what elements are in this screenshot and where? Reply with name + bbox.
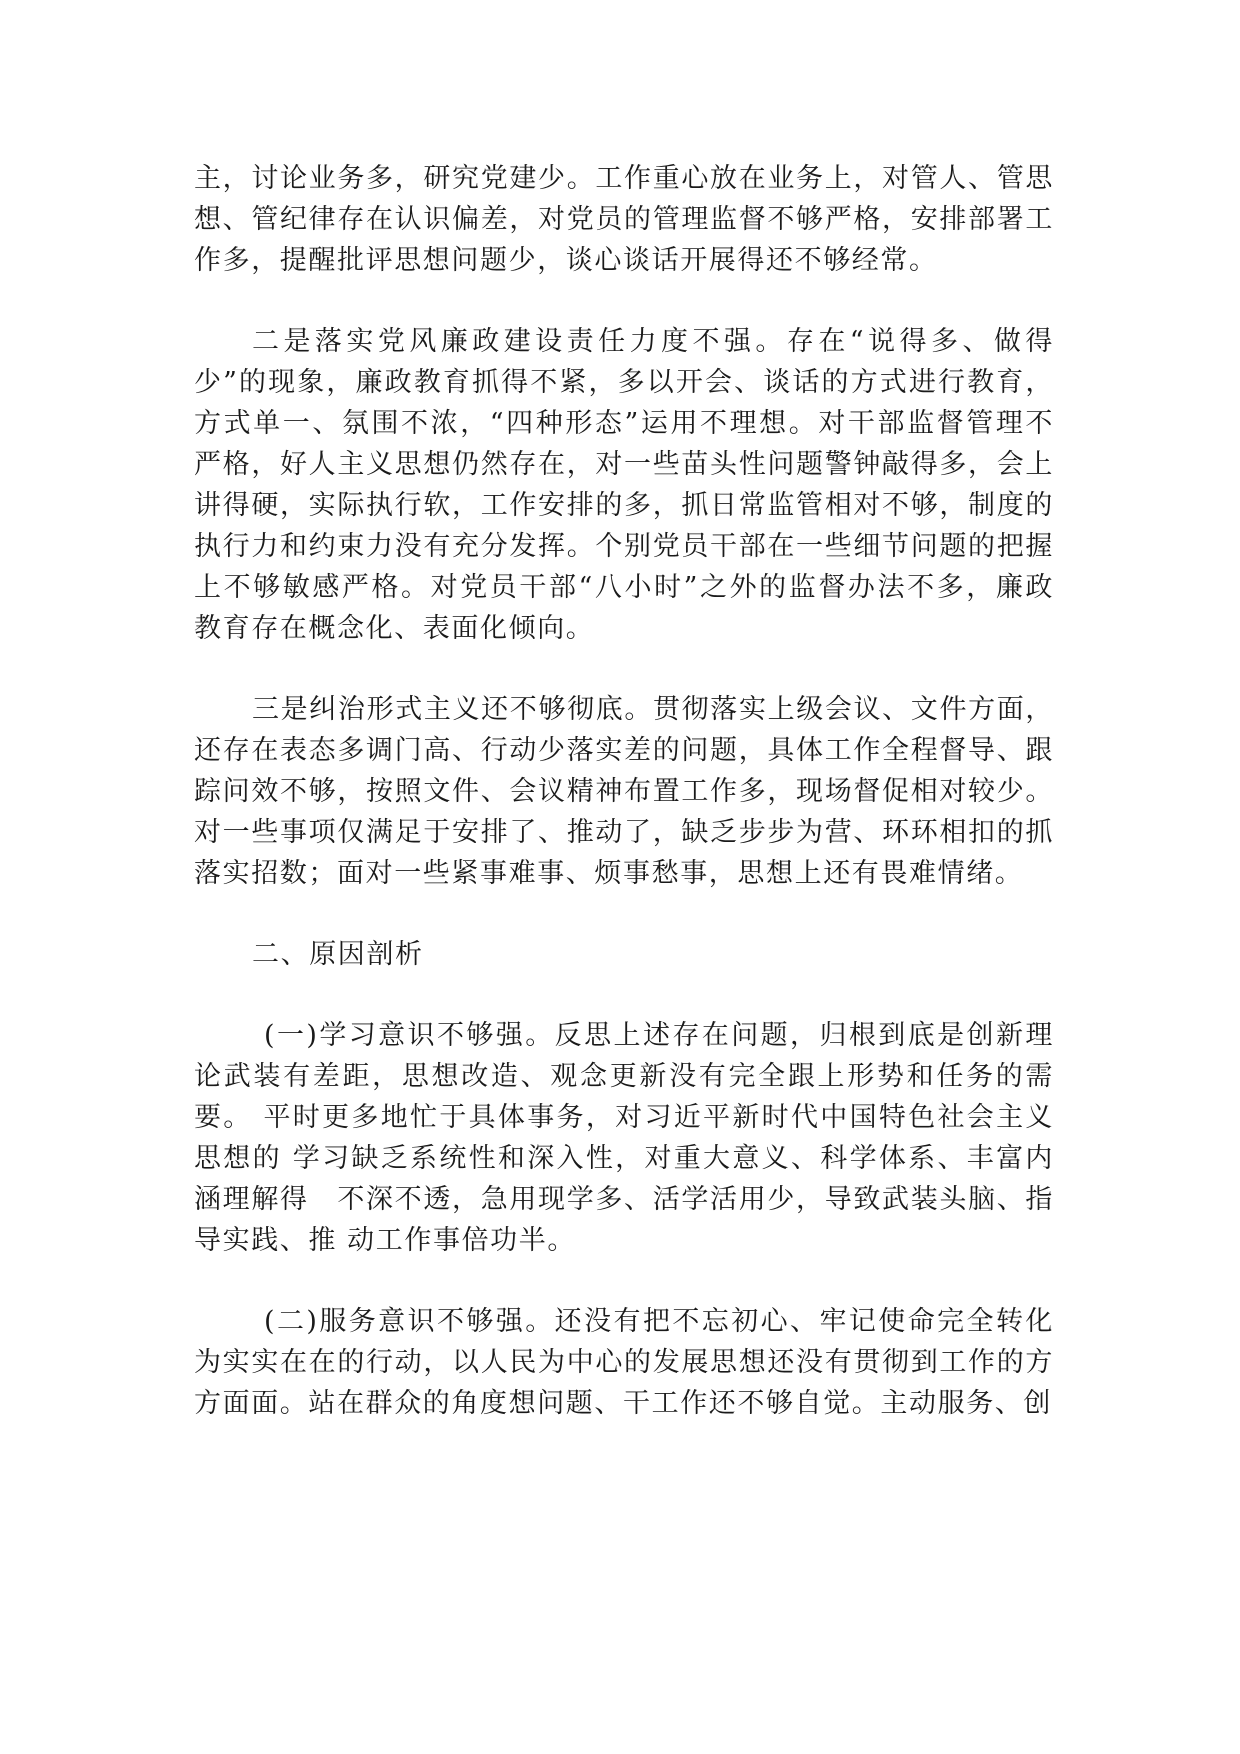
paragraph-cause-two: (二)服务意识不够强。还没有把不忘初心、牢记使命完全转化为实实在在的行动，以人民为中心的发展思想还没有贯彻到工作的方方面面。站在群众的角度想问题、干工作还不够自觉。主动服务、创 [194,1306,1054,1419]
document-body [194,158,1054,1464]
paragraph-point-two: 二是落实党风廉政建设责任力度不强。存在“说得多、做得少”的现象，廉政教育抓得不紧，多以开会、谈话的方式进行教育，方式单一、氛围不浓，“四种形态”运用不理想。对干部监督管理不严格，好人主义思想仍然存在，对一些苗头性问题警钟敲得多，会上讲得硬，实际执行软，工作安排的多，抓日常监管相对不够，制度的执行力和约束力没有充分发挥。个别党员干部在一些细节问题的把握上不够敏感严格。对党员干部“八小时”之外的监督办法不多，廉政教育存在概念化、表面化倾向。 [194,326,1054,644]
paragraph-continuation: 主，讨论业务多，研究党建少。工作重心放在业务上，对管人、管思想、管纪律存在认识偏差，对党员的管理监督不够严格，安排部署工作多，提醒批评思想问题少，谈心谈话开展得还不够经常。 [194,163,1054,276]
paragraph-point-three: 三是纠治形式主义还不够彻底。贯彻落实上级会议、文件方面，还存在表态多调门高、行动少落实差的问题，具体工作全程督导、跟踪问效不够，按照文件、会议精神布置工作多，现场督促相对较少。对一些事项仅满足于安排了、推动了，缺乏步步为营、环环相扣的抓落实招数；面对一些紧事难事、烦事愁事，思想上还有畏难情绪。 [194,694,1054,889]
paragraph-cause-one: (一)学习意识不够强。反思上述存在问题，归根到底是创新理论武装有差距，思想改造、观念更新没有完全跟上形势和任务的需要。 平时更多地忙于具体事务，对习近平新时代中国特色社会主义思想的 学习缺乏系统性和深入性，对重大意义、科学体系、丰富内涵理解得 不深不透，急用现学多、活学活用少，导致武装头脑、指导实践、推 动工作事倍功半。 [194,1020,1054,1256]
section-heading-cause-analysis: 二、原因剖析 [252,939,424,970]
